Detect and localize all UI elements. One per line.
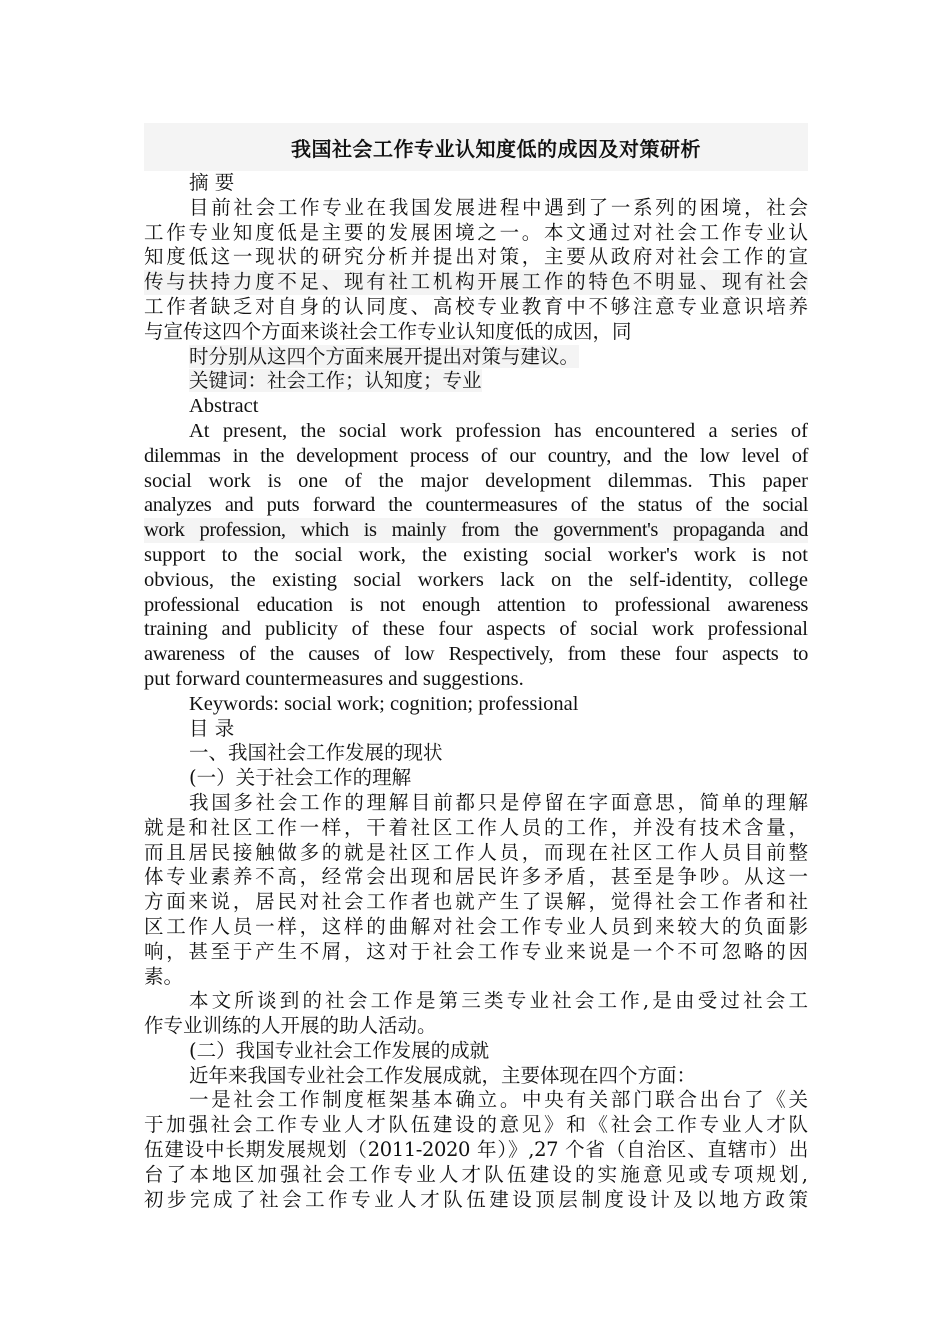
abstract-en-line: awareness of the causes of low Respectively, from these four aspects to (144, 643, 808, 666)
paragraph-line: 素。 (144, 964, 184, 988)
subsection-heading: (二）我国专业社会工作发展的成就 (189, 1038, 490, 1062)
paragraph-line: 伍建设中长期发展规划（2011-2020 年）》,27 个省（自治区、直辖市）出 (144, 1138, 808, 1162)
section-heading: 一、我国社会工作发展的现状 (189, 741, 443, 765)
abstract-cn-tail-text: 时分别从这四个方面来展开提出对策与建议。 (189, 344, 580, 368)
abstract-en-label: Abstract (189, 395, 259, 418)
abstract-en-line: dilemmas in the development process of our country, and the low level of (144, 444, 808, 467)
paragraph-line: 近年来我国专业社会工作发展成就，主要体现在四个方面： (189, 1063, 697, 1087)
subsection-heading: (一）关于社会工作的理解 (189, 766, 412, 790)
abstract-label: 摘 要 (189, 171, 235, 194)
keywords-cn (144, 369, 808, 394)
paragraph-line: 响，甚至于产生不屑，这对于社会工作专业来说是一个不可忽略的因 (144, 939, 808, 963)
document-title: 我国社会工作专业认知度低的成因及对策研析 (144, 123, 808, 171)
paragraph-line: 一是社会工作制度框架基本确立。中央有关部门联合出台了《关 (189, 1088, 808, 1112)
abstract-en-line: professional education is not enough attention to professional awareness (144, 593, 808, 616)
abstract-cn-tail (144, 345, 808, 370)
abstract-en-line: support to the social work, the existing social worker's work is not (144, 543, 808, 566)
paragraph-line: 初步完成了社会工作专业人才队伍建设顶层制度设计及以地方政策 (144, 1187, 808, 1211)
abstract-en-line: social work is one of the major development dilemmas. This paper (144, 469, 808, 492)
abstract-cn-line: 与宣传这四个方面来谈社会工作专业认知度低的成因，同 (144, 319, 632, 343)
paragraph-line: 作专业训练的人开展的助人活动。 (144, 1014, 437, 1038)
abstract-en-line: work profession, which is mainly from the government's propaganda and (144, 519, 808, 542)
paragraph-line: 就是和社区工作一样，干着社区工作人员的工作，并没有技术含量， (144, 815, 808, 839)
abstract-en-line: obvious, the existing social workers lack on the self-identity, college (144, 568, 808, 591)
paragraph-line: 方面来说，居民对社会工作者也就产生了误解，觉得社会工作者和社 (144, 890, 808, 914)
abstract-en-line: At present, the social work profession has encountered a series of (189, 419, 808, 442)
toc-label: 目 录 (189, 716, 235, 740)
abstract-cn-line: 工作专业知度低是主要的发展困境之一。本文通过对社会工作专业认 (144, 220, 808, 244)
abstract-en-line: training and publicity of these four aspects of social work professional (144, 618, 808, 641)
abstract-en-line: analyzes and puts forward the countermeasures of the status of the social (144, 494, 808, 517)
paragraph-line: 区工作人员一样，这样的曲解对社会工作专业人员到来较大的负面影 (144, 914, 808, 938)
paragraph-line: 于加强社会工作专业人才队伍建设的意见》和《社会工作专业人才队 (144, 1113, 808, 1137)
abstract-cn-line: 传与扶持力度不足、现有社工机构开展工作的特色不明显、现有社会 (144, 270, 808, 294)
paragraph-line: 体专业素养不高，经常会出现和居民许多矛盾，甚至是争吵。从这一 (144, 865, 808, 889)
paragraph-line: 台了本地区加强社会工作专业人才队伍建设的实施意见或专项规划, (144, 1162, 808, 1186)
abstract-en-line: put forward countermeasures and suggestions. (144, 667, 524, 690)
abstract-cn-line: 工作者缺乏对自身的认同度、高校专业教育中不够注意专业意识培养 (144, 294, 808, 318)
paragraph-line: 而且居民接触做多的就是社区工作人员，而现在社区工作人员目前整 (144, 840, 808, 864)
abstract-cn-line: 知度低这一现状的研究分析并提出对策，主要从政府对社会工作的宣 (144, 245, 808, 269)
abstract-cn-line: 目前社会工作专业在我国发展进程中遇到了一系列的困境，社会 (189, 195, 808, 219)
document-page (144, 123, 808, 1212)
keywords-cn-text: 关键词：社会工作；认知度；专业 (189, 369, 482, 393)
paragraph-line: 我国多社会工作的理解目前都只是停留在字面意思，简单的理解 (189, 790, 808, 814)
paragraph-line: 本文所谈到的社会工作是第三类专业社会工作,是由受过社会工 (189, 989, 808, 1013)
keywords-en: Keywords: social work; cognition; professional (189, 692, 579, 715)
